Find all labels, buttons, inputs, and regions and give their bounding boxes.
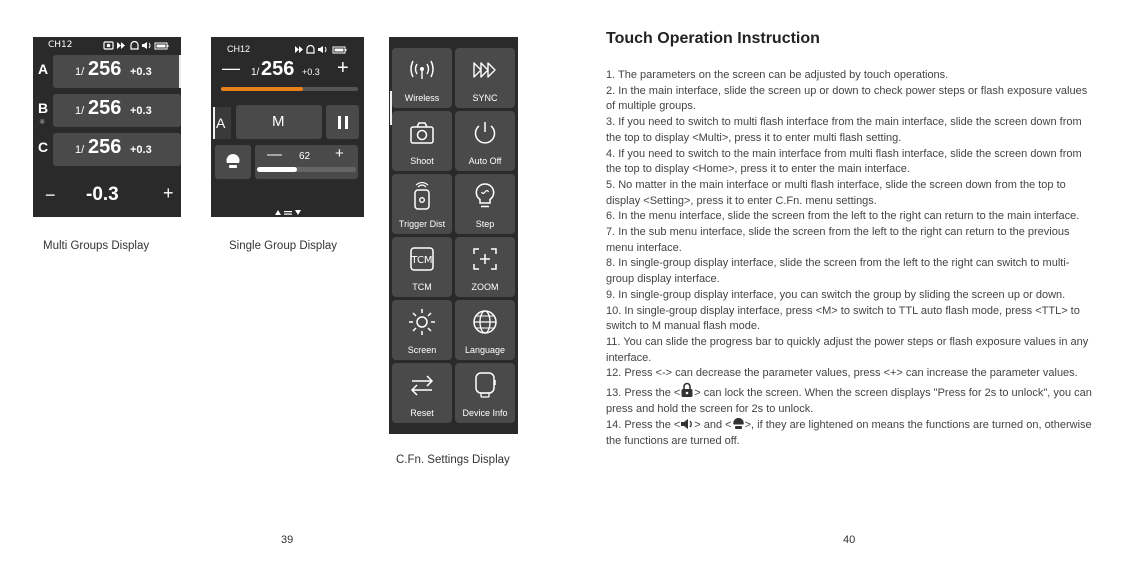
cfn-cell-label: Shoot (410, 156, 434, 166)
group-letter: A (216, 115, 226, 131)
speaker-icon (680, 418, 694, 430)
group-tab[interactable] (213, 107, 231, 139)
svg-text:TCM: TCM (411, 255, 433, 266)
modeling-progress-bar[interactable] (257, 167, 356, 172)
channel-label: CH12 (48, 40, 73, 50)
wireless-icon (408, 59, 436, 81)
compensation-value: +0.3 (130, 144, 152, 156)
instruction-item: 10. In single-group display interface, press <M> to switch to TTL auto flash mode, press <TTL> to switch to M manual flash mode. (606, 304, 1080, 333)
page-indicator-icon (273, 209, 303, 216)
modeling-lamp-icon (732, 417, 745, 430)
instruction-item: 7. In the sub menu interface, slide the screen from the left to the right can return to the previous menu interface. (606, 226, 1070, 254)
instruction-list (606, 68, 1094, 450)
cfn-cell-shoot[interactable] (392, 111, 452, 171)
modeling-value: 62 (299, 151, 311, 162)
status-bar (33, 37, 181, 53)
group-row-b[interactable] (33, 92, 181, 129)
group-value-box[interactable] (53, 133, 181, 166)
mode-button[interactable] (236, 105, 322, 139)
cfn-cell-label: Step (475, 219, 495, 229)
reset-arrows-icon (408, 373, 436, 397)
status-icons (293, 45, 361, 54)
minus-button[interactable]: − (45, 185, 56, 205)
cfn-cell-step[interactable] (455, 174, 515, 234)
compensation-value: +0.3 (130, 66, 152, 78)
single-group-screen (211, 37, 364, 217)
power-value: 256 (88, 58, 122, 80)
single-group-caption: Single Group Display (229, 240, 338, 252)
cfn-cell-tcm[interactable] (392, 237, 452, 297)
multi-groups-caption: Multi Groups Display (43, 240, 150, 252)
page-title: Touch Operation Instruction (606, 30, 820, 47)
tcm-icon (408, 246, 436, 272)
cfn-cell-label: TCM (412, 282, 432, 292)
modeling-light-button[interactable] (215, 145, 251, 179)
plus-button[interactable]: + (163, 183, 174, 203)
cfn-caption: C.Fn. Settings Display (396, 454, 510, 466)
item13-text-a: 13. Press the < (606, 387, 681, 400)
camera-icon (408, 121, 436, 145)
page-number-left: 39 (281, 534, 294, 546)
cfn-cell-reset[interactable] (392, 363, 452, 423)
instruction-item: 2. In the main interface, slide the screen up or down to check power steps or flash exposure values of multiple groups. (606, 84, 1088, 113)
power-value: 256 (261, 58, 295, 80)
compensation-value: +0.3 (130, 105, 152, 117)
cfn-cell-label: SYNC (472, 93, 498, 103)
modeling-plus-button[interactable]: + (335, 145, 344, 162)
cfn-cell-label: Screen (407, 345, 437, 355)
instruction-item: 5. No matter in the main interface or multi flash interface, slide the screen down from the top to display <Setting>, press it to enter C.Fn. menu settings. (606, 178, 1066, 207)
selection-indicator (179, 55, 181, 88)
trigger-distance-icon (408, 182, 436, 210)
cfn-cell-label: Auto Off (468, 156, 502, 166)
modeling-light-control (255, 145, 358, 179)
item14-text-a: 14. Press the < (606, 419, 681, 432)
channel-label: CH12 (227, 44, 251, 54)
lightbulb-icon (471, 182, 499, 210)
power-value: 256 (88, 97, 122, 119)
device-info-icon (471, 371, 499, 399)
modeling-lamp-icon (225, 153, 241, 171)
instruction-item: 3. If you need to switch to multi flash interface from the main interface, slide the screen down from the top to display <Multi>, press it to enter multi flash setting. (606, 116, 1082, 144)
group-value-box[interactable] (53, 55, 181, 88)
instruction-item: 9. In single-group display interface, you can switch the group by sliding the screen up or down. (606, 288, 1066, 301)
instruction-item-13 (606, 382, 1094, 417)
group-row-a[interactable] (33, 53, 181, 90)
cfn-cell-label: Device Info (462, 408, 508, 418)
group-row-c[interactable] (33, 131, 181, 168)
cfn-settings-screen (389, 37, 518, 434)
mode-label: M (272, 113, 285, 130)
cfn-cell-zoom[interactable] (455, 237, 515, 297)
instruction-item: 4. If you need to switch to the main interface from multi flash interface, slide the screen down from the top to display <Home>, press it to enter the main interface. (606, 147, 1082, 176)
globe-icon (471, 308, 499, 336)
modeling-light-icon: ☼ (39, 118, 46, 126)
minus-button[interactable]: — (222, 58, 240, 78)
cfn-cell-language[interactable] (455, 300, 515, 360)
pause-button[interactable] (326, 105, 359, 139)
page-number-right: 40 (843, 534, 856, 546)
instruction-item: 12. Press <-> can decrease the parameter values, press <+> can increase the parameter values. (606, 367, 1078, 380)
group-value-box[interactable] (53, 94, 181, 127)
compensation-value: +0.3 (302, 67, 320, 77)
cfn-cell-sync[interactable] (455, 48, 515, 108)
status-icons (103, 41, 178, 50)
power-progress-bar[interactable] (221, 87, 358, 91)
cfn-cell-auto-off[interactable] (455, 111, 515, 171)
item14-text-b: > and < (694, 419, 732, 432)
instruction-item: 11. You can slide the progress bar to quickly adjust the power steps or flash exposure values in any interface. (606, 335, 1089, 364)
item13-text-b: > can lock the screen. When the screen displays "Press for 2s to unlock", you can press and hold the screen for 2s to unlock. (606, 387, 1092, 415)
cfn-cell-wireless[interactable] (392, 48, 452, 108)
exposure-adjust-bar (33, 177, 181, 217)
cfn-cell-label: ZOOM (471, 282, 499, 292)
instruction-item: 8. In single-group display interface, slide the screen from the left to the right can switch to multi-group display interface. (606, 257, 1070, 286)
modeling-progress-fill (257, 167, 297, 172)
plus-button[interactable]: + (337, 57, 349, 79)
exposure-value: -0.3 (86, 184, 119, 205)
cfn-cell-trigger-dist[interactable] (392, 174, 452, 234)
modeling-minus-button[interactable]: — (267, 146, 282, 163)
pause-icon (336, 115, 350, 130)
cfn-cell-device-info[interactable] (455, 363, 515, 423)
instruction-item-14 (606, 417, 1094, 449)
cfn-cell-screen[interactable] (392, 300, 452, 360)
power-progress-fill (221, 87, 303, 91)
multi-groups-screen (33, 37, 181, 217)
selection-indicator (213, 107, 215, 139)
sync-icon (471, 59, 499, 81)
brightness-icon (408, 308, 436, 336)
power-value: 256 (88, 136, 122, 158)
item14-text-c: >, if they are lightened on means the functions are turned on, otherwise the functions are turned off. (606, 419, 1092, 448)
cfn-cell-label: Language (464, 345, 506, 355)
power-fraction: 1/ (75, 144, 85, 156)
lock-icon (680, 382, 694, 398)
power-fraction: 1/ (75, 66, 85, 78)
group-letter: C (38, 139, 49, 155)
instruction-item: 1. The parameters on the screen can be adjusted by touch operations. (606, 69, 949, 81)
group-letter: B (38, 100, 49, 116)
cfn-cell-label: Reset (410, 408, 434, 418)
group-letter: A (38, 61, 49, 77)
cfn-cell-label: Wireless (404, 93, 440, 103)
power-fraction: 1/ (75, 105, 85, 117)
power-icon (471, 120, 499, 146)
instruction-item: 6. In the menu interface, slide the screen from the left to the right can return to the main interface. (606, 210, 1080, 223)
zoom-icon (471, 246, 499, 272)
cfn-cell-label: Trigger Dist (398, 219, 446, 229)
power-fraction: 1/ (251, 67, 260, 78)
